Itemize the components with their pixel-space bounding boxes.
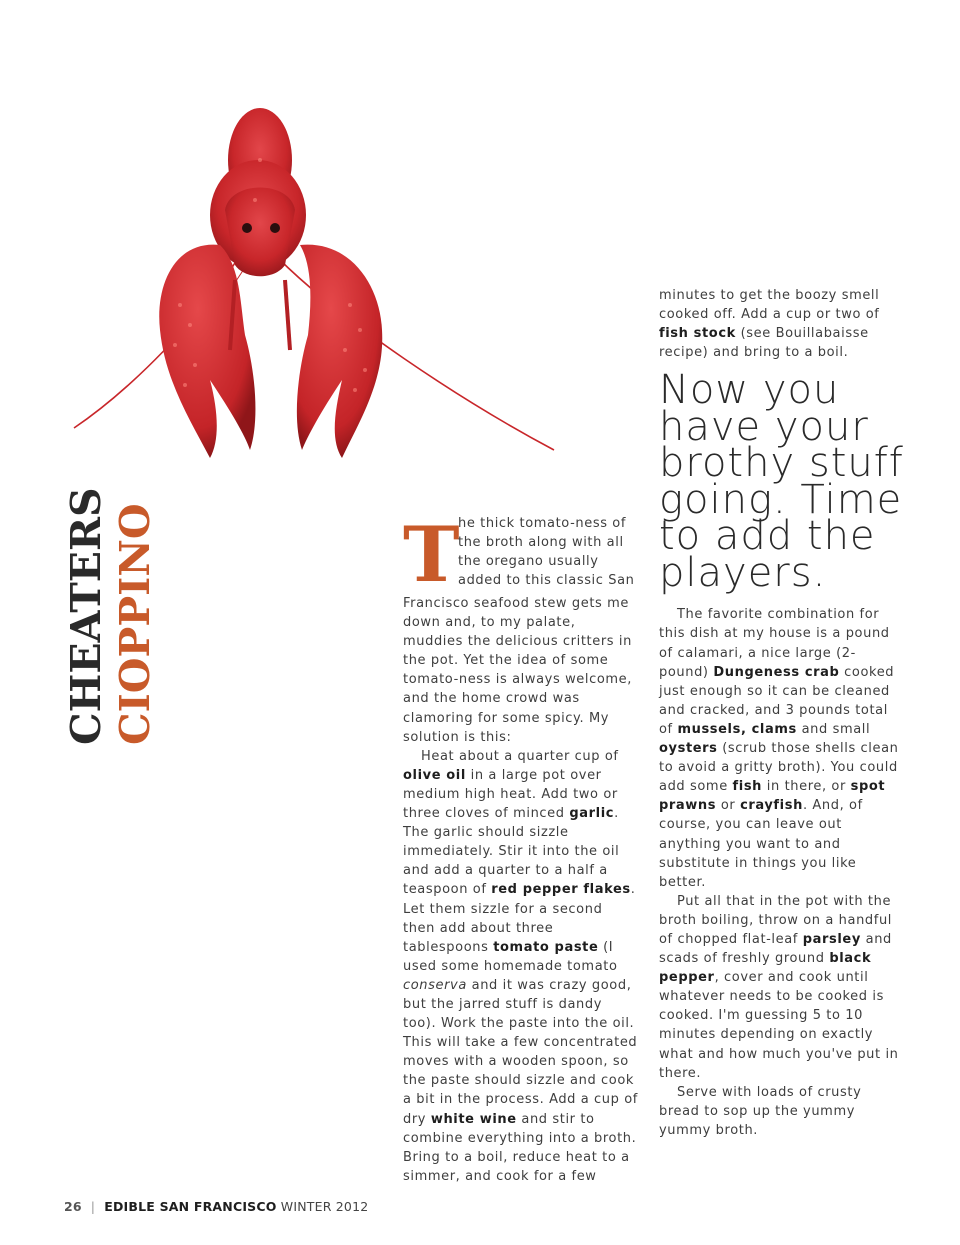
article-title [62,487,160,745]
text-run: The favorite combination for this dish at my house is a pound of calamari, a nice large (2-pound) [659,607,890,680]
paragraph-continued [659,286,901,362]
ingredient-tomato-paste: tomato paste [493,939,599,955]
text-run: (scrub those shells clean to avoid a gritty broth). You could add some [659,741,899,795]
text-run: . The garlic should sizzle immediately. Stir it into the oil and add a quarter to a half a teaspoon of [403,806,620,898]
text-run: and scads of freshly ground [659,931,892,967]
article-column-2 [659,286,904,1140]
text-run: and small [796,721,871,737]
footer-separator: | [90,1199,96,1214]
ingredient-mussels-clams: mussels, clams [677,721,797,737]
italic-conserva: conserva [403,977,467,993]
title-line-cheaters: CHEATERS [62,487,110,745]
text-run: (see Bouillabaisse recipe) and bring to a boil. [659,326,869,361]
text-run: , cover and cook until whatever needs to be cooked is cooked. I'm guessing 5 to 10 minutes depending on exactly what and how much you've put in there. [659,970,899,1081]
text-run: . Let them sizzle for a second then add about three tablespoons [403,882,636,955]
text-run: and it was crazy good, but the jarred stuff is dandy too). Work the paste into the oil. This will take a few concentrated moves with a wooden spoon, so the paste should sizzle and cook a bit in the process. Add a cup of dry [403,977,638,1127]
paragraph-cook [659,892,901,1083]
page-footer [64,1199,368,1214]
ingredient-red-pepper-flakes: red pepper flakes [491,882,631,898]
text-run: in a large pot over medium high heat. Add two or three cloves of minced [403,767,618,822]
ingredient-fish-stock: fish stock [659,326,736,342]
ingredient-spot-prawns: spot prawns [659,779,886,814]
text-run: minutes to get the boozy smell cooked off. Add a cup or two of [659,288,880,323]
issue-date: WINTER 2012 [280,1199,369,1214]
text-run: and stir to combine everything into a broth. Bring to a boil, reduce heat to a simmer, and cook for a few [403,1111,637,1184]
ingredient-parsley: parsley [802,931,861,947]
paragraph-serve: Serve with loads of crusty bread to sop up the yummy yummy broth. [659,1084,862,1138]
pull-quote: Now you have your brothy stuff going. Time to add the players. [659,367,904,596]
drop-cap: T [403,510,461,599]
ingredient-black-pepper: black pepper [659,951,872,986]
intro-text: Francisco seafood stew gets me down and, to my palate, muddies the delicious critters in the pot. Yet the idea of some tomato-ness is always welcome, and the home crowd was clamoring for some spicy. My solution is this: [403,596,633,745]
ingredient-garlic: garlic [569,806,615,822]
magazine-name: EDIBLE SAN FRANCISCO [104,1199,277,1214]
text-run: Put all that in the pot with the broth boiling, throw on a handful of chopped flat-leaf [659,893,892,947]
ingredient-olive-oil: olive oil [403,767,466,783]
ingredient-white-wine: white wine [430,1111,517,1127]
paragraph-heat-oil [403,747,639,1186]
ingredient-crayfish: crayfish [740,798,803,814]
crayfish-photo [60,90,570,480]
intro-paragraph [403,510,639,599]
ingredient-dungeness-crab: Dungeness crab [713,664,840,680]
paragraph-combination [659,605,901,891]
page-number: 26 [64,1199,82,1214]
text-run: or [716,798,741,814]
article-column-1 [403,510,639,1186]
text-run: (I used some homemade tomato [403,939,618,974]
text-run: in there, or [762,779,851,795]
ingredient-oysters: oysters [659,741,718,757]
ingredient-fish: fish [732,779,763,795]
title-line-cioppino: CIOPPINO [111,503,159,745]
intro-text-flow [403,594,639,747]
intro-text-start: he thick tomato-ness of the broth along with all the oregano usually added to this classic San [458,516,635,589]
text-run: cooked just enough so it can be cleaned and cracked, and 3 pounds total of [659,664,895,737]
text-run: . And, of course, you can leave out anything you want to and substitute in things you like better. [659,798,863,890]
text-run: Heat about a quarter cup of [421,748,619,764]
